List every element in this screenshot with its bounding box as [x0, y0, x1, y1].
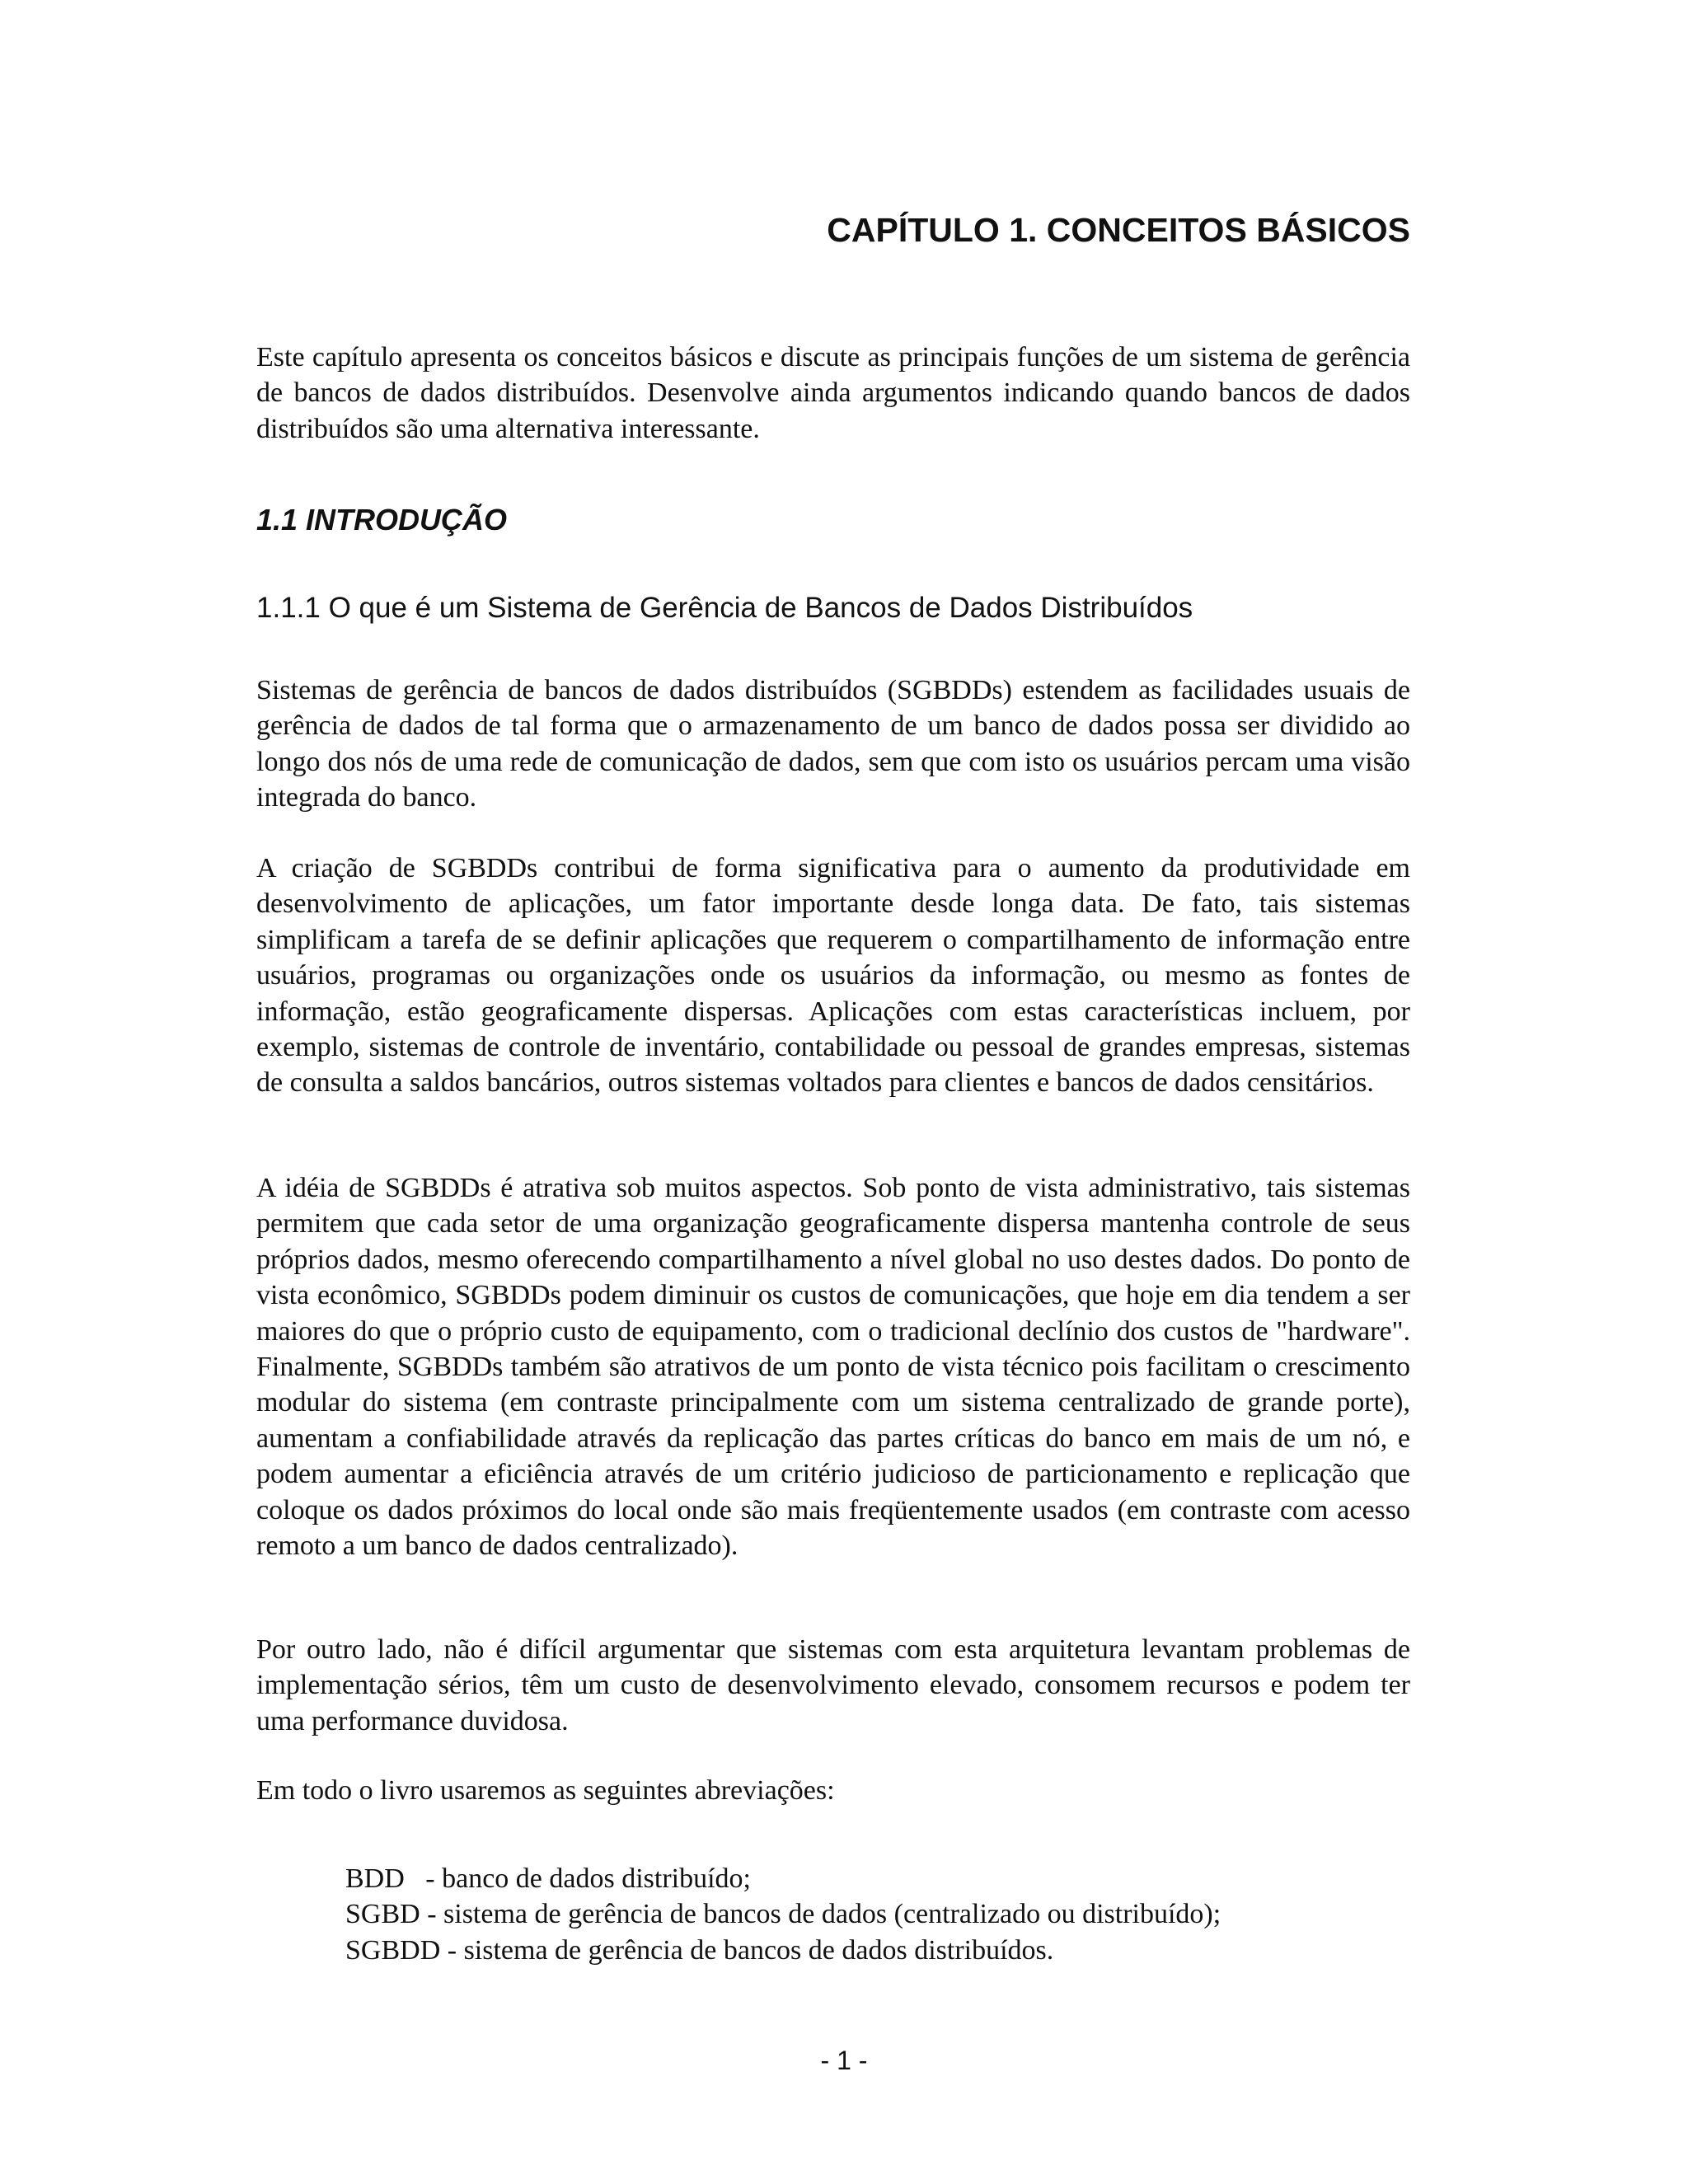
chapter-title: CAPÍTULO 1. CONCEITOS BÁSICOS [827, 211, 1410, 249]
paragraph-sgbdd-definition: Sistemas de gerência de bancos de dados distribuídos (SGBDDs) estendem as facilidades usuais de gerência de dados de tal forma que o armazenamento de um banco de dados possa ser dividido ao longo dos nós de uma rede de comunicação de dados, sem que com isto os usuários percam uma visão integrada do banco. [256, 675, 1410, 813]
abbreviation-list [345, 1861, 1221, 1968]
abbreviation-item-sgbdd: SGBDD - sistema de gerência de bancos de dados distribuídos. [345, 1934, 1054, 1966]
intro-paragraph: Este capítulo apresenta os conceitos básicos e discute as principais funções de um sistema de gerência de bancos de dados distribuídos. Desenvolve ainda argumentos indicando quando bancos de dados distribuídos são uma alternativa interessante. [256, 342, 1410, 444]
subsection-heading: 1.1.1 O que é um Sistema de Gerência de Bancos de Dados Distribuídos [256, 592, 1193, 624]
section-heading: 1.1 INTRODUÇÃO [256, 503, 508, 537]
paragraph-sgbdd-drawbacks: Por outro lado, não é difícil argumentar que sistemas com esta arquitetura levantam problemas de implementação sérios, têm um custo de desenvolvimento elevado, consomem recursos e podem ter uma performance duvidosa. [256, 1634, 1410, 1736]
abbreviation-item-bdd: BDD - banco de dados distribuído; [345, 1863, 751, 1894]
page-number: - 1 - [820, 2046, 868, 2075]
paragraph-abbreviations-intro: Em todo o livro usaremos as seguintes abreviações: [256, 1775, 835, 1806]
paragraph-sgbdd-advantages: A idéia de SGBDDs é atrativa sob muitos aspectos. Sob ponto de vista administrativo, tais sistemas permitem que cada setor de uma organização geograficamente dispersa mantenha controle de seus próprios dados, mesmo oferecendo compartilhamento a nível global no uso destes dados. Do ponto de vista econômico, SGBDDs podem diminuir os custos de comunicações, que hoje em dia tendem a ser maiores do que o próprio custo de equipamento, com o tradicional declínio dos custos de "hardware". Finalmente, SGBDDs também são atrativos de um ponto de vista técnico pois facilitam o crescimento modular do sistema (em contraste principalmente com um sistema centralizado de grande porte), aumentam a confiabilidade através da replicação das partes críticas do banco em mais de um nó, e podem aumentar a eficiência através de um critério judicioso de particionamento e replicação que coloque os dados próximos do local onde são mais freqüentemente usados (em contraste com acesso remoto a um banco de dados centralizado). [256, 1173, 1410, 1562]
paragraph-sgbdd-productivity: A criação de SGBDDs contribui de forma significativa para o aumento da produtividade em desenvolvimento de aplicações, um fator importante desde longa data. De fato, tais sistemas simplificam a tarefa de se definir aplicações que requerem o compartilhamento de informação entre usuários, programas ou organizações onde os usuários da informação, ou mesmo as fontes de informação, estão geograficamente dispersas. Aplicações com estas características incluem, por exemplo, sistemas de controle de inventário, contabilidade ou pessoal de grandes empresas, sistemas de consulta a saldos bancários, outros sistemas voltados para clientes e bancos de dados censitários. [256, 853, 1410, 1099]
abbreviation-item-sgbd: SGBD - sistema de gerência de bancos de dados (centralizado ou distribuído); [345, 1899, 1221, 1930]
